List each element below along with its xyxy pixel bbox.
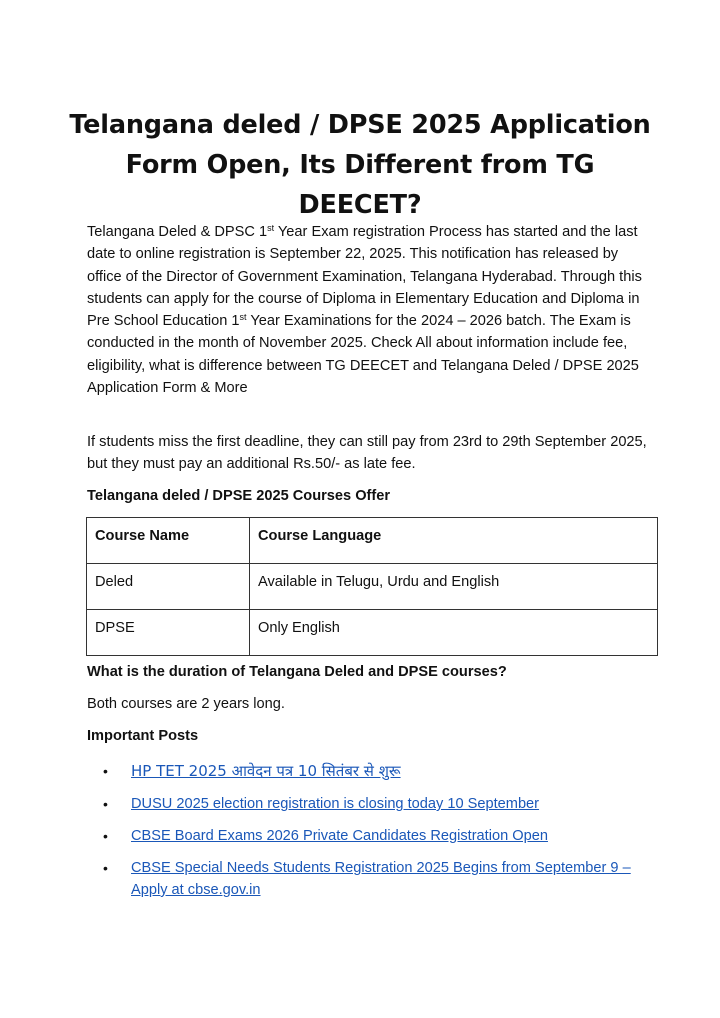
header-course-language: Course Language bbox=[250, 518, 658, 564]
table-cell-course-name: DPSE bbox=[87, 610, 250, 656]
duration-heading: What is the duration of Telangana Deled and DPSE courses? bbox=[87, 664, 507, 680]
intro-sup-2: st bbox=[239, 312, 247, 323]
intro-paragraph bbox=[87, 221, 647, 399]
courses-table bbox=[86, 517, 658, 656]
late-fee-paragraph: If students miss the first deadline, they can still pay from 23rd to 29th September 2025, but they must pay an additional Rs.50/- as late fee. bbox=[87, 434, 647, 473]
page-title: Telangana deled / DPSE 2025 Application Form Open, Its Different from TG DEECET? bbox=[69, 110, 651, 221]
intro-text-1: Telangana Deled & DPSC 1 bbox=[87, 224, 268, 240]
table-row bbox=[87, 564, 658, 610]
list-item bbox=[87, 857, 647, 901]
table-cell-course-language: Only English bbox=[250, 610, 658, 656]
bullet-icon: • bbox=[103, 796, 108, 812]
important-posts-heading: Important Posts bbox=[87, 728, 199, 744]
post-link-hp-tet[interactable]: HP TET 2025 आवेदन पत्र 10 सितंबर से शुरू bbox=[131, 762, 401, 780]
important-posts-list bbox=[87, 760, 647, 911]
header-course-name: Course Name bbox=[87, 518, 250, 564]
table-cell-course-name: Deled bbox=[87, 564, 250, 610]
list-item bbox=[87, 793, 647, 815]
intro-text-3: Year Examinations for the 2024 – 2026 batch. The Exam is conducted in the month of November 2025. Check All about information include fee, eligibility, what is difference between TG DEECET and Telangana Deled / DPSE 2025 Application Form & More bbox=[87, 313, 639, 397]
bullet-icon: • bbox=[103, 860, 108, 876]
bullet-icon: • bbox=[103, 828, 108, 844]
post-link-cbse-private[interactable]: CBSE Board Exams 2026 Private Candidates Registration Open bbox=[131, 828, 548, 844]
intro-sup-1: st bbox=[267, 223, 275, 234]
list-item bbox=[87, 825, 647, 847]
courses-heading: Telangana deled / DPSE 2025 Courses Offer bbox=[87, 488, 391, 504]
post-link-dusu[interactable]: DUSU 2025 election registration is closing today 10 September bbox=[131, 796, 540, 812]
bullet-icon: • bbox=[103, 763, 108, 779]
table-header-row bbox=[87, 518, 658, 564]
table-cell-course-language: Available in Telugu, Urdu and English bbox=[250, 564, 658, 610]
intro-text-2: Year Exam registration Process has started and the last date to online registration is September 22, 2025. This notification has released by office of the Director of Government Examination, Telangana Hyderabad. Through this students can apply for the course of Diploma in Elementary Education and Diploma in Pre School Education 1 bbox=[87, 224, 642, 330]
list-item bbox=[87, 760, 647, 783]
table-row bbox=[87, 610, 658, 656]
duration-text: Both courses are 2 years long. bbox=[87, 696, 285, 712]
post-link-cbse-special-needs[interactable]: CBSE Special Needs Students Registration 2025 Begins from September 9 – Apply at cbse.gov.in bbox=[131, 860, 631, 898]
